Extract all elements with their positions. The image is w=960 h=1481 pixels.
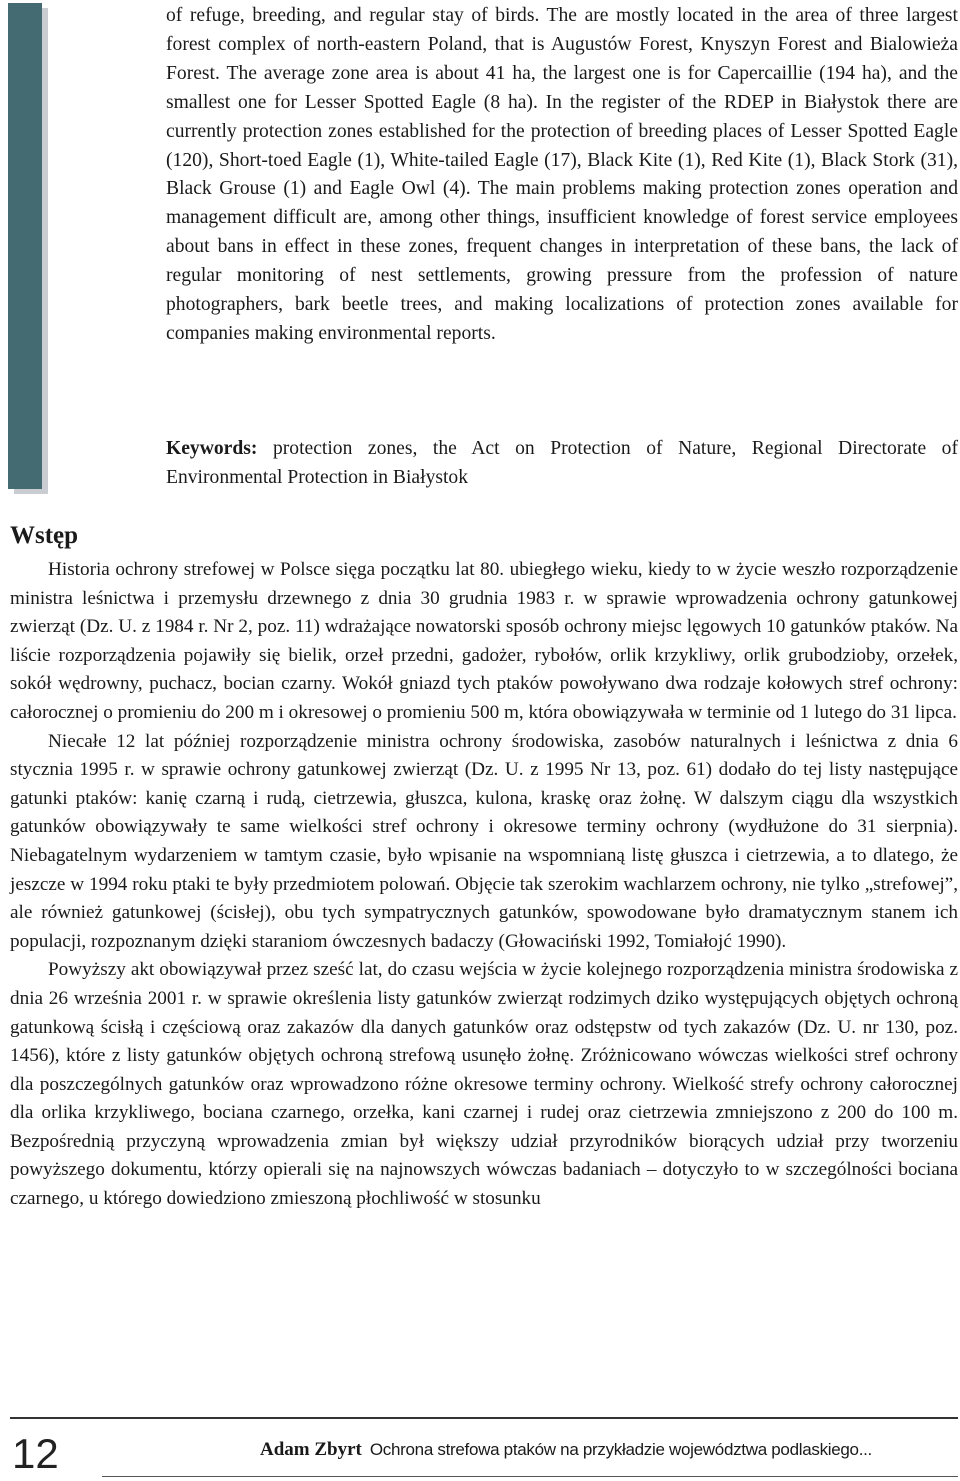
section-heading: Wstęp bbox=[10, 522, 79, 549]
footer-author: Adam Zbyrt bbox=[260, 1439, 362, 1460]
keywords-block bbox=[166, 435, 958, 493]
body-paragraph: Historia ochrony strefowej w Polsce sięga początku lat 80. ubiegłego wieku, kiedy to w życie weszło rozporządzenie ministra leśnictwa i przemysłu drzewnego z dnia 30 grudnia 1983 r. w sprawie wprowadzenia ochrony gatunkowej zwierząt (Dz. U. z 1984 r. Nr 2, poz. 11) wdrażające nowatorski sposób ochrony miejsc lęgowych 10 gatunków ptaków. Na liście rozporządzenia pojawiły się bielik, orzeł przedni, gadożer, rybołów, orlik krzykliwy, orlik grubodzioby, orzełek, sokół wędrowny, puchacz, bocian czarny. Wokół gniazd tych ptaków powoływano dwa rodzaje kołowych stref ochrony: całorocznej o promieniu do 200 m i okresowej o promieniu 500 m, która obowiązywała w terminie od 1 lutego do 31 lipca. bbox=[10, 559, 958, 723]
running-footer bbox=[260, 1438, 958, 1462]
keywords-label: Keywords: bbox=[166, 438, 258, 459]
page-number: 12 bbox=[12, 1430, 59, 1477]
body-paragraph: Powyższy akt obowiązywał przez sześć lat, do czasu wejścia w życie kolejnego rozporządzenia ministra środowiska z dnia 26 września 2001 r. w sprawie określenia listy gatunków zwierząt rodzimych dziko występujących objętych ochroną gatunkową ścisłą i częściową oraz zakazów dla danych gatunków oraz odstępstw od tych zakazów (Dz. U. nr 130, poz. 1456), które z listy gatunków objętych ochroną strefową usunęło żołnę. Zróżnicowano wówczas wielkości stref ochrony dla poszczególnych gatunków oraz wprowadzono różne okresowe terminy ochrony. Wielkość strefy ochrony całorocznej dla orlika krzykliwego, bociana czarnego, orzełka, kani czarnej i rudej oraz cietrzewia zmniejszono z 200 do 100 m. Bezpośrednią przyczyną wprowadzenia zmian był większy udział przyrodników biorących udział przy tworzeniu powyższego dokumentu, którzy opierali się na najnowszych wówczas badaniach – dotyczyło to w szczególności bociana czarnego, u którego dowiedziono zmieszoną płochliwość w stosunku bbox=[10, 959, 958, 1210]
abstract-text: of refuge, breeding, and regular stay of birds. The are mostly located in the area of three largest forest complex of north-eastern Poland, that is Augustów Forest, Knyszyn Forest and Bialowieża Forest. The average zone area is about 41 ha, the largest one is for Capercaillie (194 ha), and the smallest one for Lesser Spotted Eagle (8 ha). In the register of the RDEP in Białystok there are currently protection zones established for the protection of breeding places of Lesser Spotted Eagle (120), Short-toed Eagle (1), White-tailed Eagle (17), Black Kite (1), Red Kite (1), Black Stork (31), Black Grouse (1) and Eagle Owl (4). The main problems making protection zones operation and management difficult are, among other things, insufficient knowledge of forest service employees about bans in effect in these zones, frequent changes in interpretation of these bans, the lack of regular monitoring of nest settlements, growing pressure from the profession of nature photographers, bark beetle trees, and making localizations of protection zones available for companies making environmental reports. bbox=[166, 5, 958, 344]
sidebar-accent-bar bbox=[8, 3, 42, 489]
section-body bbox=[10, 556, 958, 1214]
keywords-text: protection zones, the Act on Protection of Nature, Regional Directorate of Environmental Protection in Białystok bbox=[166, 438, 958, 488]
footer-underline bbox=[102, 1476, 958, 1477]
footer-title: Ochrona strefowa ptaków na przykładzie województwa podlaskiego... bbox=[369, 1440, 872, 1459]
footer-divider bbox=[10, 1417, 958, 1419]
body-paragraph: Niecałe 12 lat później rozporządzenie ministra ochrony środowiska, zasobów naturalnych i leśnictwa z dnia 6 stycznia 1995 r. w sprawie ochrony gatunkowej zwierząt (Dz. U. z 1995 Nr 13, poz. 61) dodało do tej listy następujące gatunki ptaków: kanię czarną i rudą, cietrzewia, głuszca, kulona, kraskę oraz żołnę. W dalszym ciągu dla wszystkich gatunków obowiązywały te same wielkości stref ochrony i okresowe terminy ochrony (wydłużone do 31 sierpnia). Niebagatelnym wydarzeniem w tamtym czasie, było wpisanie na wspomnianą listę głuszca i cietrzewia, a to dlatego, że jeszcze w 1994 roku ptaki te były przedmiotem polowań. Objęcie tak szerokim wachlarzem ochrony, nie tylko „strefowej”, ale również gatunkowej (ścisłej), obu tych sympatrycznych gatunków, spowodowane było dramatycznym stanem ich populacji, rozpoznanym dzięki staraniom ówczesnych badaczy (Głowaciński 1992, Tomiałojć 1990). bbox=[10, 730, 958, 952]
